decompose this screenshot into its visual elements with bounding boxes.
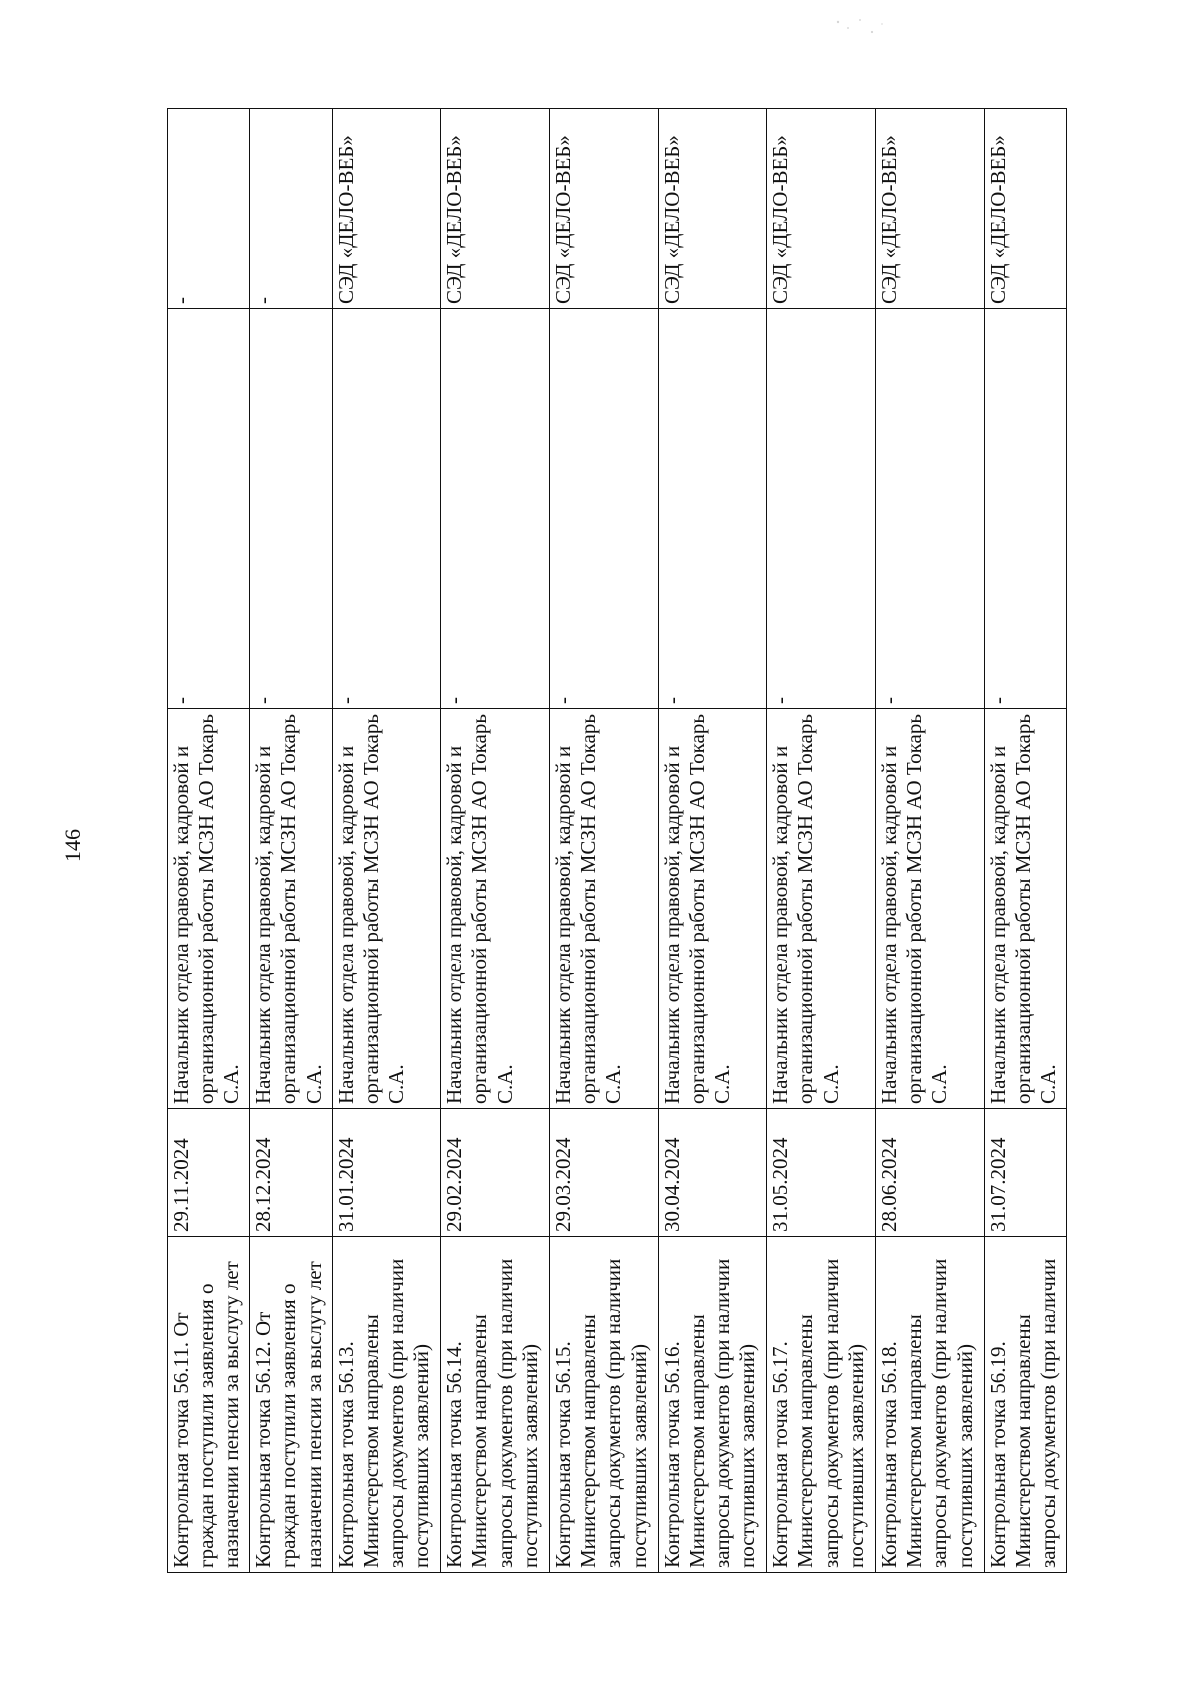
table-row: [875, 109, 984, 1573]
system-cell: -: [168, 109, 250, 309]
responsible-cell: Начальник отдела правовой, кадровой и организационной работы МСЗН АО Токарь С.А.: [767, 709, 876, 1109]
checkpoint-table: [167, 108, 1067, 1573]
checkpoint-cell: Контрольная точка 56.12. От граждан поступили заявления о назначении пенсии за выслугу лет: [250, 1237, 332, 1573]
checkpoint-cell: Контрольная точка 56.14. Министерством направлены запросы документов (при наличии поступивших заявлений): [441, 1237, 550, 1573]
column4-cell: -: [441, 309, 550, 709]
system-cell: СЭД «ДЕЛО-ВЕБ»: [875, 109, 984, 309]
checkpoint-cell: Контрольная точка 56.18. Министерством направлены запросы документов (при наличии поступивших заявлений): [875, 1237, 984, 1573]
system-cell: СЭД «ДЕЛО-ВЕБ»: [984, 109, 1066, 309]
responsible-cell: Начальник отдела правовой, кадровой и организационной работы МСЗН АО Токарь С.А.: [658, 709, 767, 1109]
date-cell: 30.04.2024: [658, 1109, 767, 1237]
table-row: [984, 109, 1066, 1573]
column4-cell: -: [658, 309, 767, 709]
rotated-table-container: [167, 109, 1067, 1573]
date-cell: 29.02.2024: [441, 1109, 550, 1237]
table-row: [441, 109, 550, 1573]
system-cell: СЭД «ДЕЛО-ВЕБ»: [658, 109, 767, 309]
date-cell: 31.07.2024: [984, 1109, 1066, 1237]
system-cell: СЭД «ДЕЛО-ВЕБ»: [332, 109, 441, 309]
checkpoint-cell: Контрольная точка 56.16. Министерством направлены запросы документов (при наличии поступивших заявлений): [658, 1237, 767, 1573]
table-row: [549, 109, 658, 1573]
checkpoint-cell: Контрольная точка 56.17. Министерством направлены запросы документов (при наличии поступивших заявлений): [767, 1237, 876, 1573]
responsible-cell: Начальник отдела правовой, кадровой и организационной работы МСЗН АО Токарь С.А.: [984, 709, 1066, 1109]
checkpoint-cell: Контрольная точка 56.11. От граждан поступили заявления о назначении пенсии за выслугу лет: [168, 1237, 250, 1573]
system-cell: СЭД «ДЕЛО-ВЕБ»: [441, 109, 550, 309]
column4-cell: -: [875, 309, 984, 709]
system-cell: СЭД «ДЕЛО-ВЕБ»: [549, 109, 658, 309]
table-row: [767, 109, 876, 1573]
responsible-cell: Начальник отдела правовой, кадровой и организационной работы МСЗН АО Токарь С.А.: [168, 709, 250, 1109]
responsible-cell: Начальник отдела правовой, кадровой и организационной работы МСЗН АО Токарь С.А.: [549, 709, 658, 1109]
date-cell: 29.11.2024: [168, 1109, 250, 1237]
date-cell: 31.01.2024: [332, 1109, 441, 1237]
table-row: [250, 109, 332, 1573]
system-cell: СЭД «ДЕЛО-ВЕБ»: [767, 109, 876, 309]
table-body: [168, 109, 1067, 1573]
table-row: [332, 109, 441, 1573]
responsible-cell: Начальник отдела правовой, кадровой и организационной работы МСЗН АО Токарь С.А.: [441, 709, 550, 1109]
column4-cell: -: [549, 309, 658, 709]
checkpoint-cell: Контрольная точка 56.19. Министерством направлены запросы документов (при наличии: [984, 1237, 1066, 1573]
date-cell: 28.06.2024: [875, 1109, 984, 1237]
date-cell: 29.03.2024: [549, 1109, 658, 1237]
table-row: [658, 109, 767, 1573]
column4-cell: -: [767, 309, 876, 709]
checkpoint-cell: Контрольная точка 56.13. Министерством направлены запросы документов (при наличии поступивших заявлений): [332, 1237, 441, 1573]
checkpoint-cell: Контрольная точка 56.15. Министерством направлены запросы документов (при наличии поступивших заявлений): [549, 1237, 658, 1573]
responsible-cell: Начальник отдела правовой, кадровой и организационной работы МСЗН АО Токарь С.А.: [875, 709, 984, 1109]
column4-cell: -: [332, 309, 441, 709]
scan-speck-mark: [830, 12, 890, 42]
column4-cell: -: [984, 309, 1066, 709]
page-number: 146: [60, 829, 85, 862]
date-cell: 28.12.2024: [250, 1109, 332, 1237]
responsible-cell: Начальник отдела правовой, кадровой и организационной работы МСЗН АО Токарь С.А.: [250, 709, 332, 1109]
responsible-cell: Начальник отдела правовой, кадровой и организационной работы МСЗН АО Токарь С.А.: [332, 709, 441, 1109]
date-cell: 31.05.2024: [767, 1109, 876, 1237]
column4-cell: -: [168, 309, 250, 709]
system-cell: -: [250, 109, 332, 309]
table-row: [168, 109, 250, 1573]
column4-cell: -: [250, 309, 332, 709]
